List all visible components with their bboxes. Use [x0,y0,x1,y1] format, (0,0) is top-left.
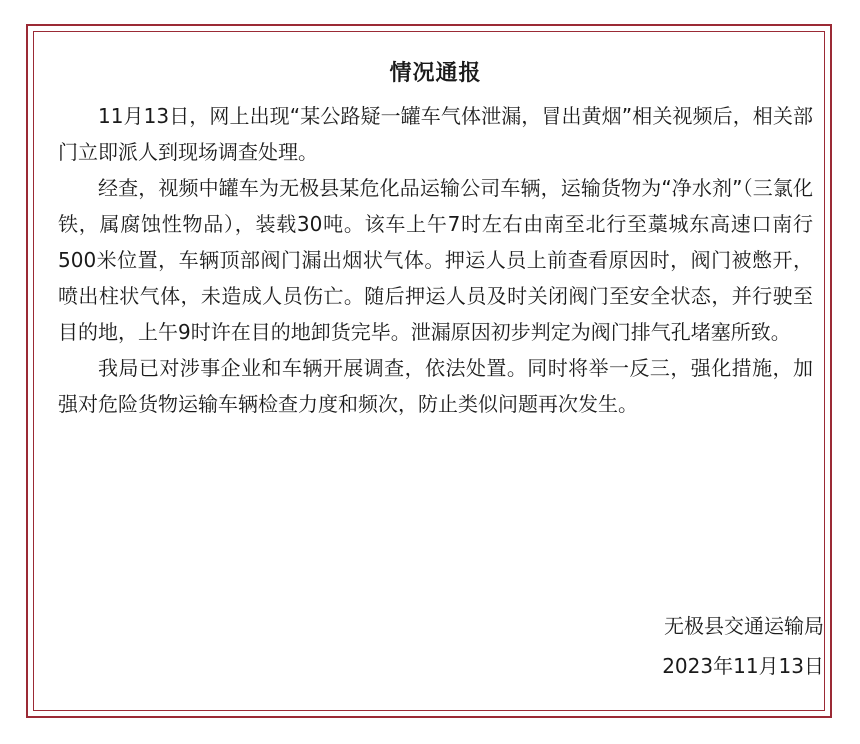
paragraph-investigation: 经查，视频中罐车为无极县某危化品运输公司车辆，运输货物为“净水剂”（三氯化铁，属腐蚀性物品），装载30吨。该车上午7时左右由南至北行至藁城东高速口南行500米位置，车辆顶部阀门漏出烟状气体。押运人员上前查看原因时，阀门被憋开，喷出柱状气体，未造成人员伤亡。随后押运人员及时关闭阀门至安全状态，并行驶至目的地，上午9时许在目的地卸货完毕。泄漏原因初步判定为阀门排气孔堵塞所致。 [58,176,813,344]
signature-date: 2023年11月13日 [662,654,824,678]
notice-body [58,54,813,422]
signature-organization: 无极县交通运输局 [664,614,824,638]
paragraph-incident: 11月13日，网上出现“某公路疑一罐车气体泄漏，冒出黄烟”相关视频后，相关部门立即派人到现场调查处理。 [58,104,813,164]
notice-title: 情况通报 [389,61,482,86]
paragraph-measures: 我局已对涉事企业和车辆开展调查，依法处置。同时将举一反三，强化措施，加强对危险货物运输车辆检查力度和频次，防止类似问题再次发生。 [58,356,813,416]
